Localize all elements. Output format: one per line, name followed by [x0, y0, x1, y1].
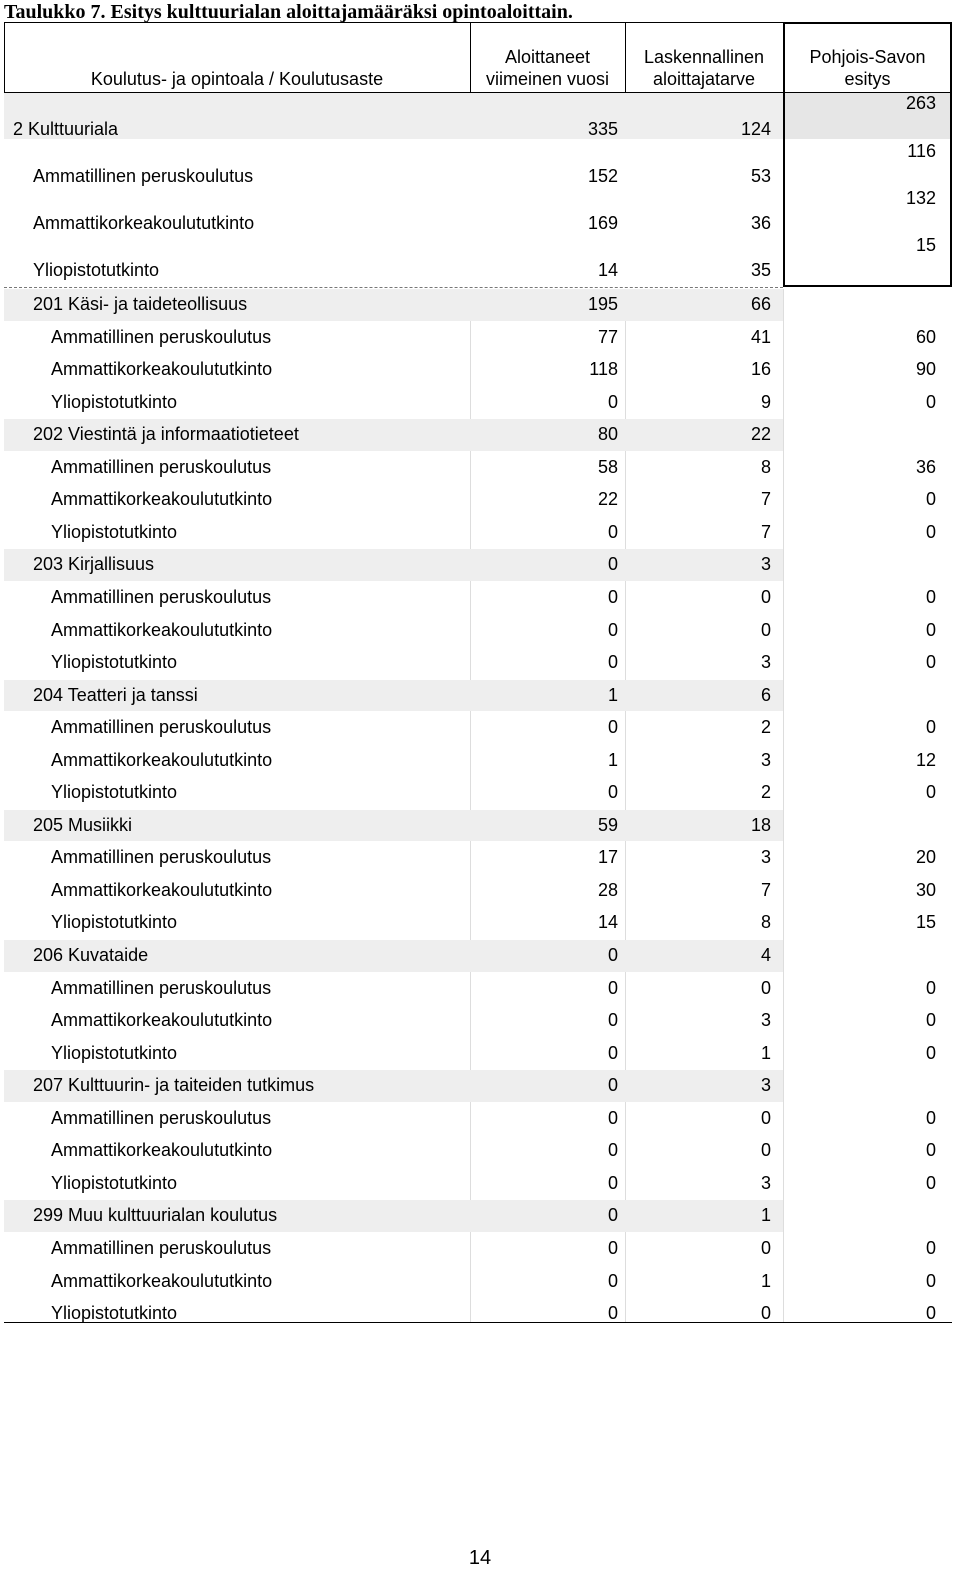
row-label: Yliopistotutkinto — [51, 652, 178, 673]
esitys-cell: 0 — [925, 1303, 936, 1324]
aloittaneet-cell: 17 — [597, 847, 618, 868]
row-label: Ammattikorkeakoulututkinto — [51, 359, 273, 380]
aloittaneet-cell: 0 — [607, 945, 618, 965]
aloittaneet-cell: 0 — [607, 1172, 618, 1193]
esitys-value: 132 — [905, 188, 936, 208]
tarve-cell: 16 — [750, 359, 771, 380]
header-laskennallinen-l2: aloittajatarve — [652, 69, 756, 89]
aloittaneet-cell: 195 — [587, 294, 618, 314]
esitys-cell: 0 — [925, 489, 936, 510]
group-row-label: 201 Käsi- ja taideteollisuus — [33, 294, 248, 314]
header-koulutusala: Koulutus- ja opintoala / Koulutusaste — [90, 69, 384, 89]
aloittaneet-cell: 0 — [607, 1237, 618, 1258]
summary-tarve: 35 — [750, 260, 771, 280]
aloittaneet-cell: 0 — [607, 717, 618, 738]
tarve-cell: 6 — [760, 684, 771, 705]
summary-separator — [4, 287, 783, 288]
esitys-cell: 0 — [925, 782, 936, 803]
tarve-cell: 3 — [760, 1172, 771, 1193]
esitys-cell: 0 — [925, 1010, 936, 1031]
aloittaneet-cell: 14 — [597, 912, 618, 933]
aloittaneet-cell: 0 — [607, 977, 618, 998]
aloittaneet-cell: 59 — [597, 814, 618, 835]
group-row-label: 202 Viestintä ja informaatiotieteet — [33, 424, 299, 445]
esitys-cell: 0 — [925, 1270, 936, 1291]
summary-label: Ammatillinen peruskoulutus — [33, 166, 254, 186]
esitys-value: 116 — [907, 141, 936, 161]
tarve-cell: 0 — [760, 1303, 771, 1324]
tarve-cell: 41 — [750, 326, 771, 347]
header-top-rule — [4, 22, 783, 23]
row-label: Ammattikorkeakoulututkinto — [51, 1270, 273, 1291]
row-label: Ammattikorkeakoulututkinto — [51, 619, 273, 640]
tarve-cell: 8 — [760, 912, 771, 933]
aloittaneet-cell: 0 — [607, 391, 618, 412]
table-bottom-rule — [4, 1322, 952, 1323]
group-row-label: 206 Kuvataide — [33, 945, 149, 965]
esitys-cell: 15 — [915, 912, 936, 933]
header-pohjois-l1: Pohjois-Savon — [809, 47, 926, 67]
row-label: Yliopistotutkinto — [51, 391, 178, 412]
esitys-cell: 12 — [915, 749, 936, 770]
aloittaneet-cell: 0 — [607, 1270, 618, 1291]
row-label: Yliopistotutkinto — [51, 912, 178, 933]
row-label: Ammatillinen peruskoulutus — [51, 717, 272, 738]
aloittaneet-cell: 80 — [597, 424, 618, 445]
tarve-cell: 0 — [760, 1140, 771, 1161]
tarve-cell: 2 — [760, 717, 771, 738]
aloittaneet-cell: 77 — [597, 326, 618, 347]
tarve-cell: 3 — [760, 554, 771, 575]
tarve-cell: 3 — [760, 652, 771, 673]
summary-tarve: 124 — [740, 119, 771, 139]
aloittaneet-cell: 0 — [607, 782, 618, 803]
aloittaneet-cell: 0 — [607, 1205, 618, 1226]
aloittaneet-cell: 0 — [607, 1303, 618, 1324]
aloittaneet-cell: 0 — [607, 521, 618, 542]
tarve-cell: 18 — [750, 814, 771, 835]
tarve-cell: 7 — [760, 521, 771, 542]
header-pohjois-l2: esitys — [844, 69, 891, 89]
esitys-cell: 0 — [925, 652, 936, 673]
row-label: Ammattikorkeakoulututkinto — [51, 1010, 273, 1031]
row-label: Yliopistotutkinto — [51, 1172, 178, 1193]
tarve-cell: 1 — [760, 1270, 771, 1291]
aloittaneet-cell: 0 — [607, 619, 618, 640]
tarve-cell: 0 — [760, 619, 771, 640]
esitys-cell: 0 — [925, 521, 936, 542]
summary-label: 2 Kulttuuriala — [13, 119, 119, 139]
tarve-cell: 0 — [760, 1237, 771, 1258]
tarve-cell: 1 — [760, 1042, 771, 1063]
row-label: Ammattikorkeakoulututkinto — [51, 489, 273, 510]
row-label: Yliopistotutkinto — [51, 521, 178, 542]
tarve-cell: 7 — [760, 879, 771, 900]
tarve-cell: 4 — [760, 945, 771, 965]
aloittaneet-cell: 0 — [607, 1042, 618, 1063]
aloittaneet-cell: 0 — [607, 652, 618, 673]
row-label: Ammatillinen peruskoulutus — [51, 586, 272, 607]
header-laskennallinen-l1: Laskennallinen — [643, 47, 765, 67]
aloittaneet-cell: 0 — [607, 1075, 618, 1096]
tarve-cell: 7 — [760, 489, 771, 510]
aloittaneet-cell: 28 — [597, 879, 618, 900]
aloittaneet-cell: 1 — [607, 749, 618, 770]
header-aloittaneet-l1: Aloittaneet — [504, 47, 591, 67]
esitys-cell: 0 — [925, 717, 936, 738]
aloittaneet-cell: 58 — [597, 456, 618, 477]
esitys-cell: 0 — [925, 619, 936, 640]
summary-tarve: 36 — [750, 213, 771, 233]
esitys-cell: 0 — [925, 1042, 936, 1063]
aloittaneet-cell: 1 — [607, 684, 618, 705]
esitys-cell: 60 — [915, 326, 936, 347]
group-row-label: 207 Kulttuurin- ja taiteiden tutkimus — [33, 1075, 315, 1096]
group-row-label: 203 Kirjallisuus — [33, 554, 155, 575]
summary-tarve: 53 — [750, 166, 771, 186]
esitys-value: 15 — [915, 235, 936, 255]
esitys-cell: 0 — [925, 391, 936, 412]
esitys-cell: 0 — [925, 586, 936, 607]
summary-label: Yliopistotutkinto — [33, 260, 160, 280]
esitys-cell: 0 — [925, 1237, 936, 1258]
esitys-cell: 30 — [915, 879, 936, 900]
summary-label: Ammattikorkeakoulututkinto — [33, 213, 255, 233]
tarve-cell: 0 — [760, 1107, 771, 1128]
tarve-cell: 3 — [760, 1075, 771, 1096]
row-label: Yliopistotutkinto — [51, 1303, 178, 1324]
tarve-cell: 3 — [760, 847, 771, 868]
esitys-cell: 0 — [925, 977, 936, 998]
aloittaneet-cell: 22 — [597, 489, 618, 510]
tarve-cell: 66 — [750, 294, 771, 314]
summary-aloittaneet: 335 — [587, 119, 618, 139]
esitys-cell: 0 — [925, 1172, 936, 1193]
row-label: Ammatillinen peruskoulutus — [51, 1237, 272, 1258]
row-label: Ammatillinen peruskoulutus — [51, 1107, 272, 1128]
page-number: 14 — [468, 1547, 492, 1569]
aloittaneet-cell: 0 — [607, 1140, 618, 1161]
summary-aloittaneet: 169 — [587, 213, 618, 233]
tarve-cell: 3 — [760, 749, 771, 770]
group-row-label: 204 Teatteri ja tanssi — [33, 684, 198, 705]
summary-aloittaneet: 152 — [587, 166, 618, 186]
row-label: Yliopistotutkinto — [51, 1042, 178, 1063]
tarve-cell: 22 — [750, 424, 771, 445]
row-label: Yliopistotutkinto — [51, 782, 178, 803]
row-label: Ammattikorkeakoulututkinto — [51, 879, 273, 900]
row-label: Ammatillinen peruskoulutus — [51, 326, 272, 347]
group-row-label: 299 Muu kulttuurialan koulutus — [33, 1205, 278, 1226]
aloittaneet-cell: 0 — [607, 1010, 618, 1031]
column-divider — [783, 289, 784, 1322]
tarve-cell: 3 — [760, 1010, 771, 1031]
tarve-cell: 2 — [760, 782, 771, 803]
row-label: Ammatillinen peruskoulutus — [51, 847, 272, 868]
aloittaneet-cell: 0 — [607, 586, 618, 607]
esitys-cell: 20 — [915, 847, 936, 868]
summary-aloittaneet: 14 — [597, 260, 618, 280]
aloittaneet-cell: 118 — [589, 359, 618, 380]
row-label: Ammattikorkeakoulututkinto — [51, 749, 273, 770]
tarve-cell: 0 — [760, 586, 771, 607]
tarve-cell: 8 — [760, 456, 771, 477]
esitys-cell: 0 — [925, 1140, 936, 1161]
esitys-cell: 0 — [925, 1107, 936, 1128]
table-caption: Taulukko 7. Esitys kulttuurialan aloittajamääräksi opintoaloittain. — [4, 1, 573, 23]
aloittaneet-cell: 0 — [607, 1107, 618, 1128]
tarve-cell: 0 — [760, 977, 771, 998]
esitys-cell: 36 — [915, 456, 936, 477]
group-row-label: 205 Musiikki — [33, 814, 133, 835]
row-label: Ammatillinen peruskoulutus — [51, 456, 272, 477]
row-label: Ammattikorkeakoulututkinto — [51, 1140, 273, 1161]
esitys-value: 263 — [905, 93, 936, 113]
row-label: Ammatillinen peruskoulutus — [51, 977, 272, 998]
tarve-cell: 9 — [760, 391, 771, 412]
esitys-cell: 90 — [915, 359, 936, 380]
header-aloittaneet-l2: viimeinen vuosi — [485, 69, 610, 89]
aloittaneet-cell: 0 — [607, 554, 618, 575]
tarve-cell: 1 — [760, 1205, 771, 1226]
